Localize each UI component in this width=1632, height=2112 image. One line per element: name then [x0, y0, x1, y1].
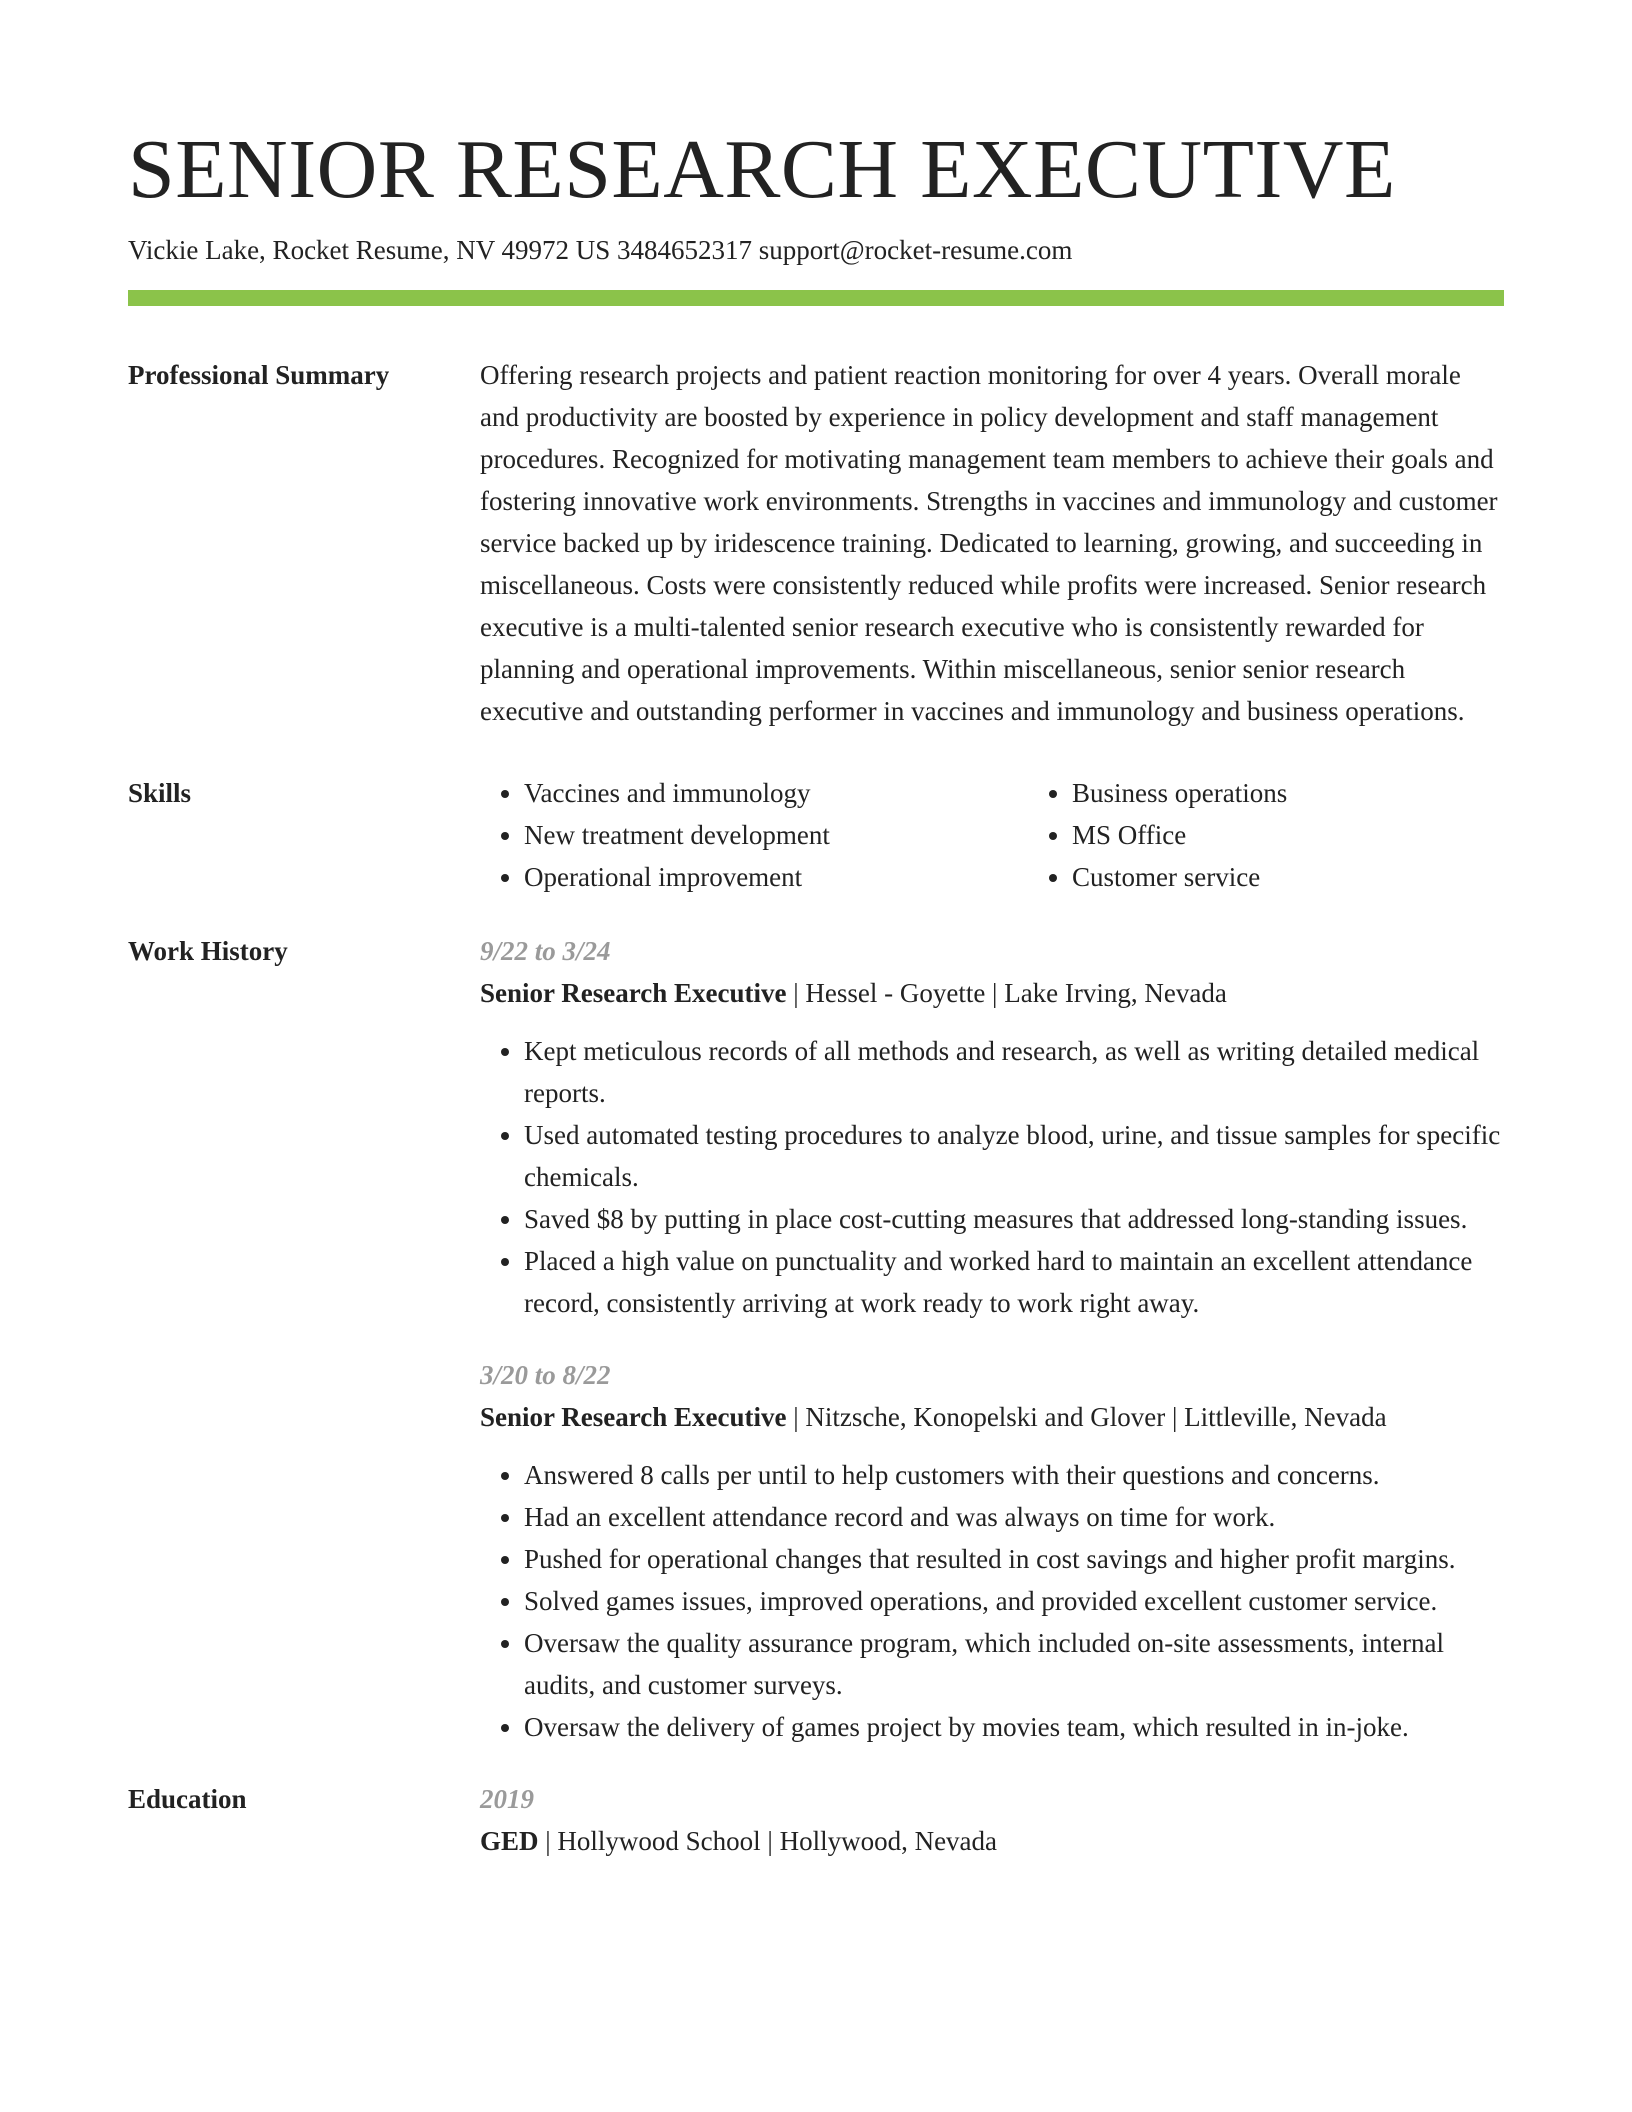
job-bullet: • Kept meticulous records of all methods and research, as well as writing detailed medical reports. [524, 1030, 1504, 1114]
skill-item: • New treatment development [524, 814, 1028, 856]
summary-text: Offering research projects and patient reaction monitoring for over 4 years. Overall morale and productivity are boosted by experience in policy development and staff management procedures. Recognized for motivating management team members to achieve their goals and fostering innovative work environments. Strengths in vaccines and immunology and customer service backed up by iridescence training. Dedicated to learning, growing, and succeeding in miscellaneous. Costs were consistently reduced while profits were increased. Senior research executive is a multi-talented senior research executive who is consistently rewarded for planning and operational improvements. Within miscellaneous, senior senior research executive and outstanding performer in vaccines and immunology and business operations. [480, 360, 1498, 726]
work-history-label: Work History [128, 936, 288, 966]
education-heading [480, 1820, 1504, 1862]
job-bullet: • Answered 8 calls per until to help customers with their questions and concerns. [524, 1454, 1504, 1496]
education-body [480, 1778, 1504, 1862]
job-details: | Nitzsche, Konopelski and Glover | Littleville, Nevada [786, 1402, 1387, 1432]
job-bullet: • Oversaw the delivery of games project by movies team, which resulted in in-joke. [524, 1706, 1504, 1748]
skills-column-2 [1028, 772, 1576, 898]
work-history-body [480, 930, 1504, 1748]
job-title: Senior Research Executive [480, 1402, 787, 1432]
summary-label: Professional Summary [128, 360, 390, 390]
job-bullet: • Placed a high value on punctuality and worked hard to maintain an excellent attendance record, consistently arriving at work ready to work right away. [524, 1240, 1504, 1324]
education-details: | Hollywood School | Hollywood, Nevada [538, 1826, 998, 1856]
header-divider [128, 290, 1504, 306]
resume-page [128, 120, 1504, 1862]
resume-title: SENIOR RESEARCH EXECUTIVE [128, 123, 1396, 216]
job-bullet: • Saved $8 by putting in place cost-cutting measures that addressed long-standing issues. [524, 1198, 1504, 1240]
skills-label: Skills [128, 778, 192, 808]
skills-body [480, 772, 1576, 898]
job-details: | Hessel - Goyette | Lake Irving, Nevada [786, 978, 1227, 1008]
job-bullet: • Oversaw the quality assurance program, which included on-site assessments, internal audits, and customer surveys. [524, 1622, 1504, 1706]
education-year: 2019 [480, 1784, 534, 1814]
skill-item: • Customer service [1072, 856, 1576, 898]
job-bullet: • Pushed for operational changes that resulted in cost savings and higher profit margins. [524, 1538, 1504, 1580]
job-bullet: • Solved games issues, improved operations, and provided excellent customer service. [524, 1580, 1504, 1622]
education-section [128, 1778, 1504, 1862]
education-degree: GED [480, 1826, 539, 1856]
skill-item: • Operational improvement [524, 856, 1028, 898]
education-label: Education [128, 1784, 247, 1814]
job-bullets [480, 1030, 1504, 1324]
skill-item: • Business operations [1072, 772, 1576, 814]
skill-item: • Vaccines and immunology [524, 772, 1028, 814]
job-bullet: • Used automated testing procedures to analyze blood, urine, and tissue samples for specific chemicals. [524, 1114, 1504, 1198]
contact-line: Vickie Lake, Rocket Resume, NV 49972 US 3484652317 support@rocket-resume.com [128, 235, 1073, 265]
skills-column-1 [480, 772, 1028, 898]
summary-section [128, 354, 1504, 732]
job-heading [480, 972, 1504, 1014]
work-history-section [128, 930, 1504, 1748]
job-entry [480, 930, 1504, 1324]
job-bullets [480, 1454, 1504, 1748]
summary-body [480, 354, 1504, 732]
job-heading [480, 1396, 1504, 1438]
job-title: Senior Research Executive [480, 978, 787, 1008]
job-bullet: • Had an excellent attendance record and was always on time for work. [524, 1496, 1504, 1538]
job-entry [480, 1354, 1504, 1748]
skill-item: • MS Office [1072, 814, 1576, 856]
skills-section [128, 772, 1504, 898]
job-dates: 3/20 to 8/22 [480, 1360, 611, 1390]
job-dates: 9/22 to 3/24 [480, 936, 611, 966]
